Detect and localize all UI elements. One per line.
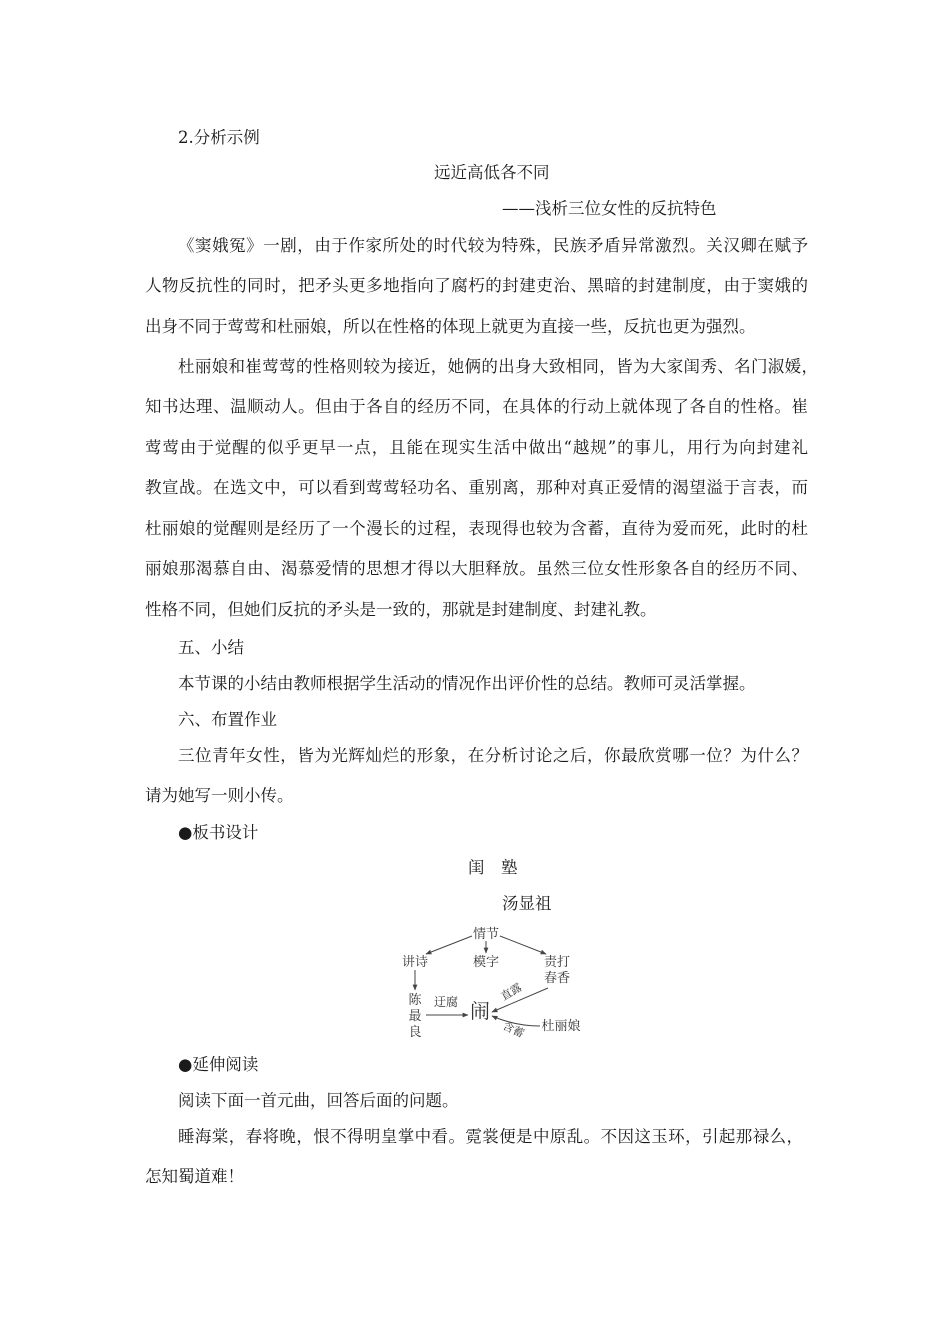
reading-line: 怎知蜀道难！ [145,1167,244,1186]
summary-heading: 五、小结 [178,638,244,657]
essay-paragraph-1-line: 《窦娥冤》一剧，由于作家所处的时代较为特殊，民族矛盾异常激烈。关汉卿在赋予 [178,236,808,255]
board-author: 汤显祖 [502,894,552,913]
diagram-node-chen-3: 良 [408,1025,422,1040]
homework-line: 请为她写一则小传。 [145,786,294,805]
essay-paragraph-2-line: 性格不同，但她们反抗的矛头是一致的，那就是封建制度、封建礼教。 [145,600,657,619]
diagram-label-pedantic: 迂腐 [433,995,459,1009]
diagram-node-plot: 情节 [472,927,500,942]
board-title: 闺 塾 [468,858,518,877]
diagram-node-copying: 模字 [472,955,500,970]
diagram-node-chen-2: 最 [408,1009,422,1024]
reading-heading: ●延伸阅读 [178,1055,259,1074]
essay-title: 远近高低各不同 [434,163,550,182]
essay-paragraph-2-line: 莺莺由于觉醒的似乎更早一点，且能在现实生活中做出“越规”的事儿，用行为向封建礼 [145,438,808,457]
reading-intro: 阅读下面一首元曲，回答后面的问题。 [178,1091,459,1110]
diagram-node-chen-1: 陈 [408,993,422,1008]
essay-paragraph-2-line: 杜丽娘和崔莺莺的性格则较为接近，她俩的出身大致相同，皆为大家闺秀、名门淑媛， [178,357,818,376]
section-label: 2.分析示例 [178,128,260,147]
homework-heading: 六、布置作业 [178,710,277,729]
reading-line: 睡海棠，春将晚，恨不得明皇掌中看。霓裳便是中原乱。不因这玉环，引起那禄么， [178,1127,803,1146]
essay-subtitle: ——浅析三位女性的反抗特色 [502,199,717,218]
diagram-node-punish-line2: 春香 [543,971,571,986]
essay-paragraph-2-line: 丽娘那渴慕自由、渴慕爱情的思想才得以大胆释放。虽然三位女性形象各自的经历不同、 [145,559,808,578]
diagram-label-subtle: 含蓄 [500,1019,527,1041]
essay-paragraph-1-line: 人物反抗性的同时，把矛头更多地指向了腐朽的封建吏治、黑暗的封建制度，由于窦娥的 [145,276,808,295]
essay-paragraph-2-line: 教宣战。在选文中，可以看到莺莺轻功名、重别离，那种对真正爱情的渴望溢于言表，而 [145,478,808,497]
diagram-node-punish-line1: 责打 [543,955,571,970]
essay-paragraph-2-line: 杜丽娘的觉醒则是经历了一个漫长的过程，表现得也较为含蓄，直待为爱而死，此时的杜 [145,519,808,538]
homework-line: 三位青年女性，皆为光辉灿烂的形象，在分析讨论之后，你最欣赏哪一位？为什么？ [178,746,808,765]
diagram-node-center: 闹 [470,999,490,1023]
diagram-label-direct: 直露 [498,980,525,1004]
diagram-node-du: 杜丽娘 [541,1019,581,1034]
summary-text: 本节课的小结由教师根据学生活动的情况作出评价性的总结。教师可灵活掌握。 [178,674,756,693]
board-heading: ●板书设计 [178,823,259,842]
essay-paragraph-2-line: 知书达理、温顺动人。但由于各自的经历不同，在具体的行动上就体现了各自的性格。崔 [145,397,808,416]
board-diagram [390,918,590,1043]
diagram-node-poetry: 讲诗 [401,955,429,970]
essay-paragraph-1-line: 出身不同于莺莺和杜丽娘，所以在性格的体现上就更为直接一些，反抗也更为强烈。 [145,317,756,336]
